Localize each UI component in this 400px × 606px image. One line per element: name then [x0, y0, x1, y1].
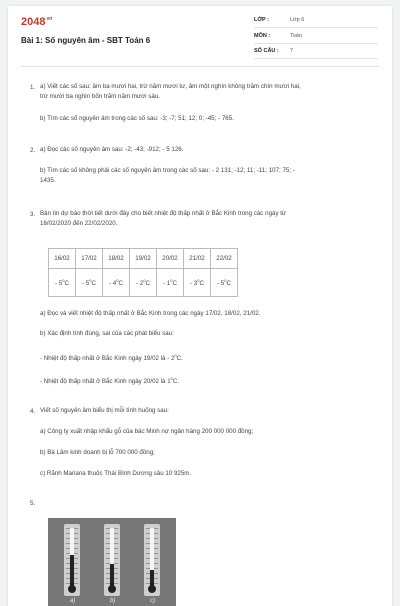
- temperature-cell: - $5^0C$: [76, 269, 103, 297]
- meta-class: [254, 15, 378, 28]
- temperature-cell: - $3^0C$: [184, 269, 211, 297]
- q3-intro: Bản tin dự báo thời tiết dưới đây cho biết nhiệt độ thấp nhất ở Bắc Kinh trong các ngày từ 16/02/2020 đến 22/02/2020.: [40, 210, 287, 227]
- question-number: 2.: [30, 147, 36, 154]
- meta-label: SỐ CÂU :: [254, 48, 279, 54]
- table-header-cell: 21/02: [184, 249, 211, 269]
- q3-part-b: b) Xác định tính đúng, sai của các phát biểu sau:: [40, 330, 174, 337]
- q4-part-c: c) Rãnh Mariana thuộc Thái Bình Dương sâu 10 925m.: [40, 470, 192, 477]
- temperature-cell: - $1^0C$: [157, 269, 184, 297]
- table-header-cell: 18/02: [103, 249, 130, 269]
- thermometer-a: [64, 524, 80, 596]
- q1-part-a: a) Viết các số sau: âm ba mươi hai, trừ năm mươi tư, âm một nghìn không trăm chín mươi hai, trừ mười ba nghìn bốn trăm năm mươi sáu.: [40, 83, 301, 100]
- q4-part-b: b) Bà Lâm kinh doanh bị lỗ 700 000 đồng;: [40, 449, 155, 456]
- table-header-cell: 20/02: [157, 249, 184, 269]
- meta-count: [254, 46, 378, 59]
- thermometer-caption: b): [110, 598, 116, 604]
- thermometer-caption: c): [150, 598, 155, 604]
- meta-label: LỚP :: [254, 17, 269, 23]
- q3-statement-1: - Nhiệt độ thấp nhất ở Bắc Kinh ngày 19/02 là - $2^0C$.: [40, 353, 183, 363]
- table-header-cell: 16/02: [49, 249, 76, 269]
- meta-value: 7: [290, 48, 294, 54]
- divider: [21, 66, 379, 67]
- site-logo[interactable]: $2048^{vn}$: [21, 16, 53, 28]
- table-header-cell: 19/02: [130, 249, 157, 269]
- q2-part-a: a) Đọc các số nguyên âm sau: -2; -43; -912; - 5 126.: [40, 146, 184, 153]
- meta-label: MÔN :: [254, 33, 271, 39]
- thermometer-b: [104, 524, 120, 596]
- meta-subject: [254, 31, 378, 44]
- q4-intro: Viết số nguyên âm biểu thị mỗi tình huống sau:: [40, 407, 169, 414]
- q2-part-b: b) Tìm các số không phải các số nguyên âm trong các số sau: - 2 131; -12; 11; -11; 107; 75; - 1435.: [40, 167, 295, 184]
- thermometer-c: [144, 524, 160, 596]
- table-header-cell: 17/02: [76, 249, 103, 269]
- question-number: 1.: [30, 84, 36, 91]
- temperature-cell: - $4^0C$: [103, 269, 130, 297]
- temperature-cell: - $5^0C$: [49, 269, 76, 297]
- thermometers-photo: [48, 518, 176, 606]
- meta-value: Lớp 6: [290, 17, 305, 23]
- temperature-cell: - $5^0C$: [211, 269, 238, 297]
- table-header-cell: 22/02: [211, 249, 238, 269]
- temperature-cell: - $2^0C$: [130, 269, 157, 297]
- question-number: 5.: [30, 500, 36, 507]
- q1-part-b: b) Tìm các số nguyên âm trong các số sau: -3; -7; 51; 12; 0; -45; - 765.: [40, 115, 234, 122]
- q4-part-a: a) Công ty xuất nhập khẩu gỗ của bác Minh nợ ngân hàng 200 000 000 đồng;: [40, 428, 254, 435]
- q3-statement-2: - Nhiệt độ thấp nhất ở Bắc Kinh ngày 20/02 là $1^0C$.: [40, 376, 180, 386]
- temperature-table: [48, 248, 238, 297]
- q3-part-a: a) Đọc và viết nhiệt độ thấp nhất ở Bắc Kinh trong các ngày 17/02, 18/02, 21/02.: [40, 310, 261, 317]
- document-page: [8, 6, 392, 606]
- meta-value: Toán: [290, 33, 302, 39]
- page-title: Bài 1: Số nguyên âm - SBT Toán 6: [21, 36, 151, 45]
- thermometer-caption: a): [70, 598, 76, 604]
- question-number: 4.: [30, 408, 36, 415]
- thermometer-fill: [70, 555, 74, 588]
- question-number: 3.: [30, 211, 36, 218]
